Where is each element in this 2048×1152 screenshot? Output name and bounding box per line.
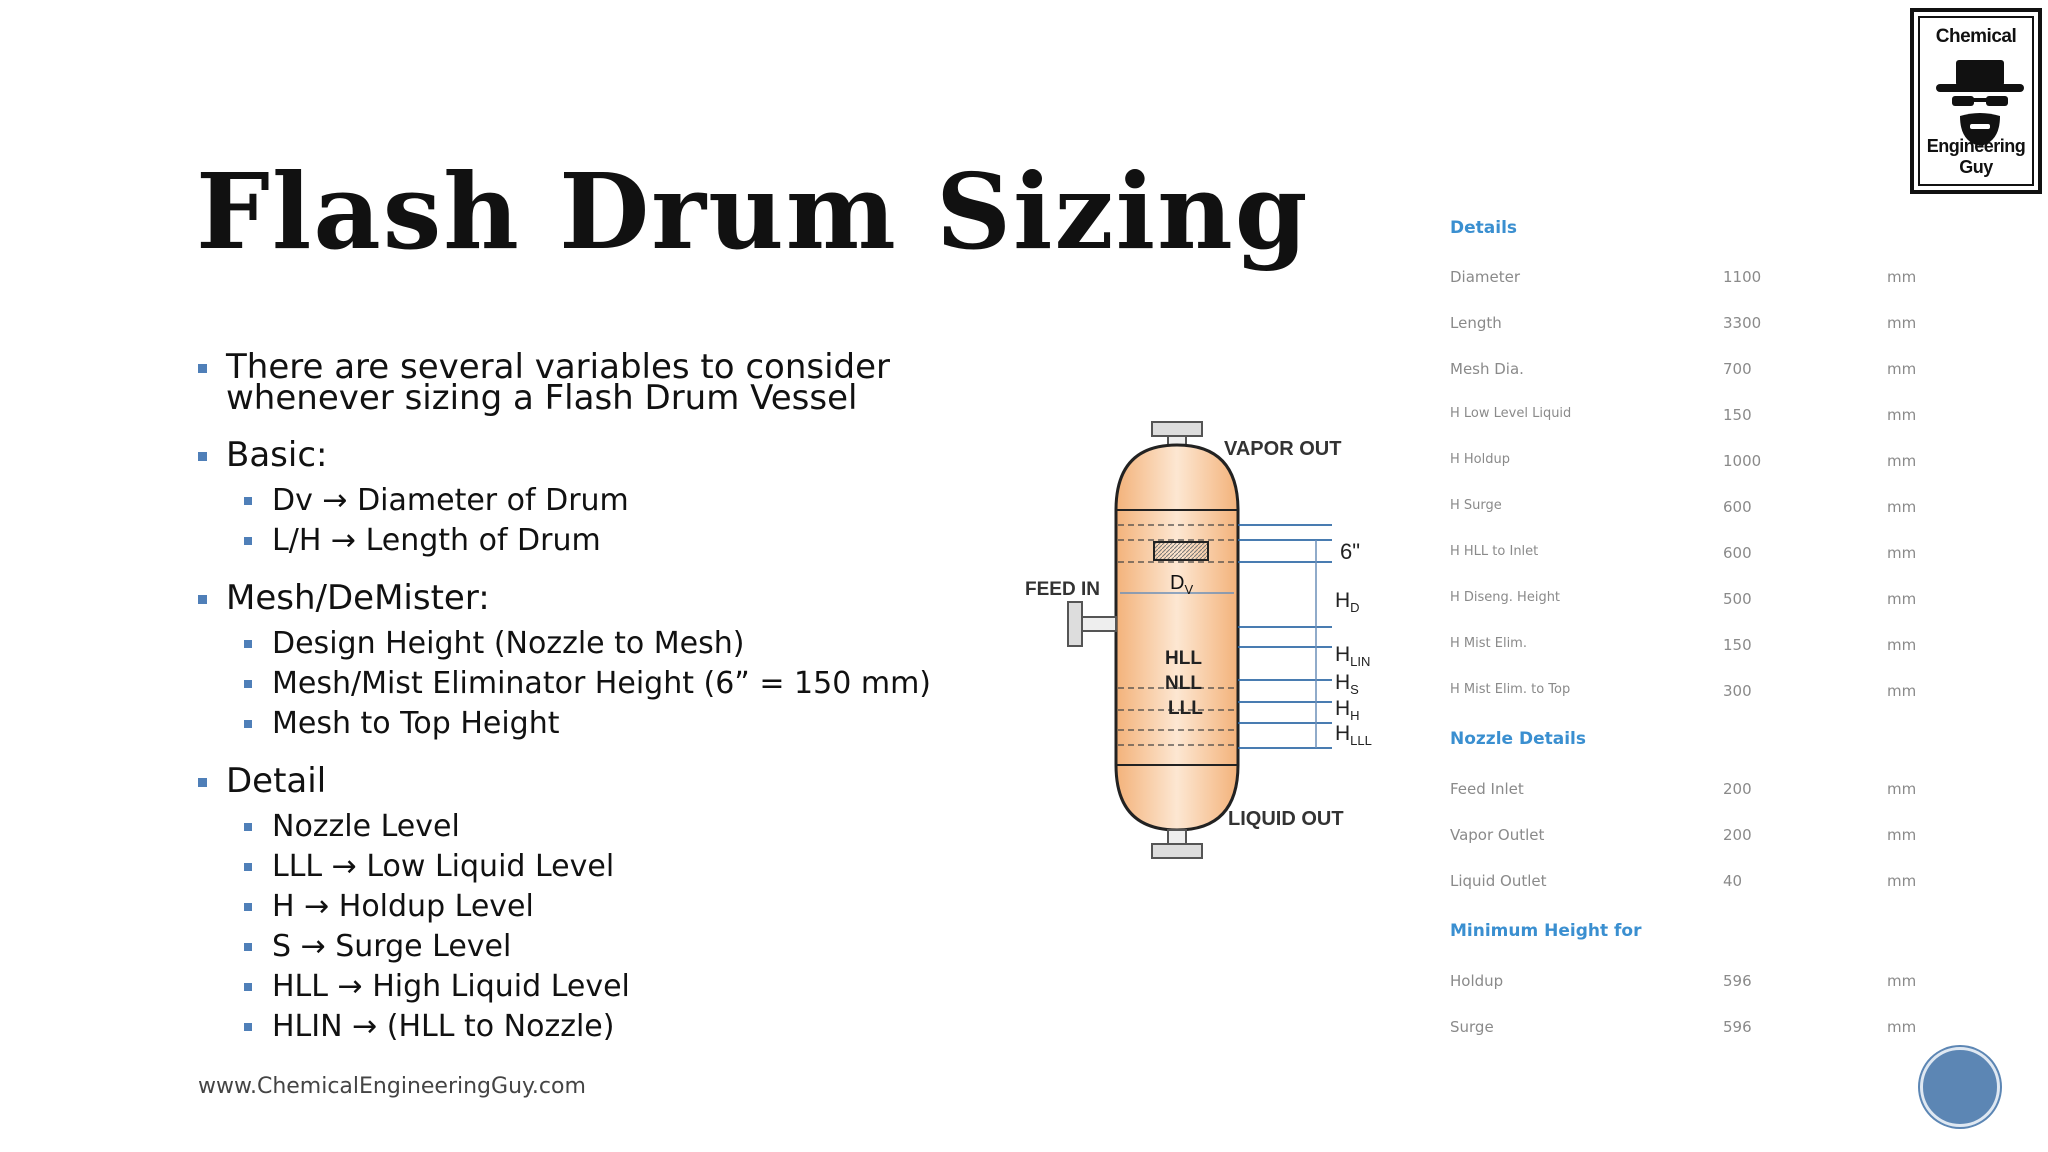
row-unit: mm (1887, 314, 1917, 332)
detail-sublist (226, 807, 1056, 1047)
table-row (1450, 360, 1920, 384)
table-row (1450, 452, 1920, 476)
list-item-text: HLIN → (HLL to Nozzle) (272, 1009, 615, 1044)
table-row (1450, 872, 1920, 896)
list-item (196, 887, 1026, 927)
row-value: 150 (1723, 636, 1752, 654)
list-item (196, 664, 1026, 704)
bullet-marker (244, 983, 252, 991)
list-item-text: Mesh/Mist Eliminator Height (6” = 150 mm) (272, 666, 932, 701)
row-label: Liquid Outlet (1450, 872, 1547, 890)
list-item-text: S → Surge Level (272, 929, 512, 964)
list-item (196, 521, 1026, 561)
slide-title: Flash Drum Sizing (196, 150, 1310, 273)
bullet-mesh-label: Mesh/DeMister: (226, 578, 490, 618)
row-value: 596 (1723, 1018, 1752, 1036)
row-label: Length (1450, 314, 1502, 332)
row-unit: mm (1887, 682, 1917, 700)
bullet-marker (244, 537, 252, 545)
row-label: H HLL to Inlet (1450, 544, 1539, 559)
feed-in-label: FEED IN (1025, 579, 1100, 600)
row-unit: mm (1887, 590, 1917, 608)
bullet-marker (198, 595, 207, 604)
row-unit: mm (1887, 544, 1917, 562)
row-unit: mm (1887, 452, 1917, 470)
row-value: 3300 (1723, 314, 1762, 332)
bullet-marker (244, 823, 252, 831)
row-unit: mm (1887, 972, 1917, 990)
vessel-shell (1116, 445, 1238, 830)
list-item-text: Mesh to Top Height (272, 706, 560, 741)
list-item-text: LLL → Low Liquid Level (272, 849, 615, 884)
row-value: 200 (1723, 780, 1752, 798)
bullet-detail-label: Detail (226, 761, 327, 801)
row-unit: mm (1887, 826, 1917, 844)
table-row (1450, 590, 1920, 614)
table-row (1450, 268, 1920, 292)
lll-label: LLL (1168, 698, 1203, 719)
row-value: 596 (1723, 972, 1752, 990)
bullet-marker (244, 720, 252, 728)
list-item (196, 927, 1026, 967)
slide-nav-button[interactable] (1920, 1047, 2000, 1127)
row-label: H Diseng. Height (1450, 590, 1561, 605)
row-unit: mm (1887, 1018, 1917, 1036)
bullet-marker (244, 1023, 252, 1031)
nll-label: NLL (1165, 673, 1202, 694)
bullet-mesh (196, 578, 1056, 744)
table-row (1450, 544, 1920, 568)
website-link[interactable]: www.ChemicalEngineeringGuy.com (198, 1074, 586, 1099)
h-label: $H_S$ (1335, 671, 1359, 697)
feed-nozzle-flange (1068, 602, 1082, 646)
bullet-marker (244, 943, 252, 951)
row-unit: mm (1887, 872, 1917, 890)
list-item-text: H → Holdup Level (272, 889, 534, 924)
dv-label: $D_V$ (1170, 572, 1194, 597)
bullet-marker (244, 863, 252, 871)
table-row (1450, 972, 1920, 996)
list-item (196, 624, 1026, 664)
bullet-marker (244, 640, 252, 648)
row-label: Diameter (1450, 268, 1521, 286)
table-row (1450, 682, 1920, 706)
h-label: $H_{LIN}$ (1335, 643, 1371, 669)
row-label: H Mist Elim. (1450, 636, 1527, 651)
list-item (196, 481, 1026, 521)
nozzle-heading: Nozzle Details (1450, 729, 1586, 749)
logo-line-1: Chemical (1935, 26, 2017, 47)
bullet-list (196, 347, 1056, 1067)
vapor-nozzle-flange (1152, 422, 1202, 436)
bullet-detail (196, 761, 1056, 1047)
channel-logo (1910, 8, 2042, 194)
list-item (196, 1007, 1026, 1047)
row-label: H Holdup (1450, 452, 1510, 467)
row-value: 200 (1723, 826, 1752, 844)
row-value: 40 (1723, 872, 1743, 890)
row-label: Vapor Outlet (1450, 826, 1545, 844)
liquid-nozzle-pipe (1168, 830, 1186, 844)
list-item-text: Nozzle Level (272, 809, 460, 844)
vapor-out-label: VAPOR OUT (1224, 438, 1342, 460)
list-item (196, 807, 1026, 847)
row-label: Surge (1450, 1018, 1494, 1036)
table-row (1450, 636, 1920, 660)
row-value: 1000 (1723, 452, 1762, 470)
table-row (1450, 780, 1920, 804)
h-label: $H_{LLL}$ (1335, 722, 1372, 748)
row-unit: mm (1887, 360, 1917, 378)
six-inch-label: 6" (1340, 539, 1361, 564)
table-row (1450, 826, 1920, 850)
bullet-marker (244, 680, 252, 688)
flash-drum-diagram (1010, 405, 1410, 865)
level-lines (1238, 525, 1332, 748)
h-label: $H_H$ (1335, 697, 1360, 723)
row-label: Holdup (1450, 972, 1504, 990)
bullet-basic-label: Basic: (226, 435, 328, 475)
row-unit: mm (1887, 780, 1917, 798)
bullet-marker (198, 364, 207, 373)
row-label: Mesh Dia. (1450, 360, 1524, 378)
table-row (1450, 498, 1920, 522)
row-unit: mm (1887, 406, 1917, 424)
row-unit: mm (1887, 498, 1917, 516)
row-label: H Mist Elim. to Top (1450, 682, 1571, 697)
mesh-pad (1154, 542, 1208, 560)
bullet-marker (244, 903, 252, 911)
h-label: $H_D$ (1335, 589, 1360, 615)
row-value: 150 (1723, 406, 1752, 424)
details-heading: Details (1450, 218, 1518, 238)
list-item-text: L/H → Length of Drum (272, 523, 601, 558)
list-item (196, 847, 1026, 887)
hll-label: HLL (1165, 648, 1202, 669)
logo-line-2: Engineering Guy (1926, 136, 2026, 177)
bullet-basic (196, 435, 1056, 561)
mesh-sublist (226, 624, 1056, 744)
row-value: 600 (1723, 544, 1752, 562)
basic-sublist (226, 481, 1056, 561)
row-label: Feed Inlet (1450, 780, 1524, 798)
table-row (1450, 314, 1920, 338)
table-row (1450, 406, 1920, 430)
liquid-nozzle-flange (1152, 844, 1202, 858)
list-item-text: Design Height (Nozzle to Mesh) (272, 626, 745, 661)
row-label: H Surge (1450, 498, 1502, 513)
liquid-out-label: LIQUID OUT (1228, 808, 1344, 830)
row-value: 300 (1723, 682, 1752, 700)
minimum-heading: Minimum Height for (1450, 921, 1642, 941)
bullet-marker (244, 497, 252, 505)
list-item (196, 704, 1026, 744)
list-item-text: Dv → Diameter of Drum (272, 483, 629, 518)
row-unit: mm (1887, 268, 1917, 286)
row-value: 700 (1723, 360, 1752, 378)
row-value: 1100 (1723, 268, 1762, 286)
row-label: H Low Level Liquid (1450, 406, 1572, 421)
row-unit: mm (1887, 636, 1917, 654)
table-row (1450, 1018, 1920, 1042)
bullet-marker (198, 452, 207, 461)
bullet-marker (198, 778, 207, 787)
bullet-intro-text: There are several variables to consider whenever sizing a Flash Drum Vessel (226, 347, 891, 418)
row-value: 600 (1723, 498, 1752, 516)
list-item-text: HLL → High Liquid Level (272, 969, 630, 1004)
row-value: 500 (1723, 590, 1752, 608)
list-item (196, 967, 1026, 1007)
bullet-intro (196, 347, 1056, 418)
